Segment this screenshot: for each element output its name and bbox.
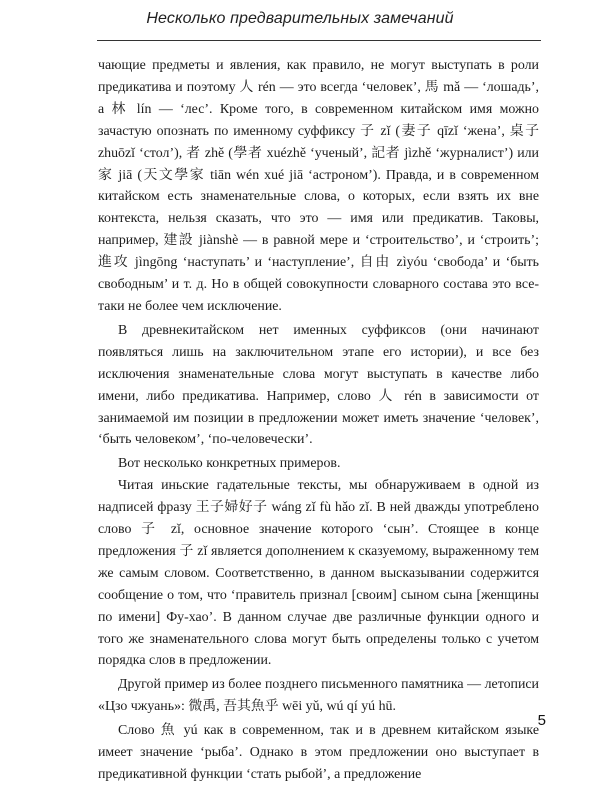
header-rule bbox=[97, 40, 541, 41]
paragraph-oracle-inscription: Читая иньские гадательные тексты, мы обнаруживаем в одной из надписей фразу 王子婦好子 wáng zǐ fù hǎo zǐ. В ней дважды употреблено слово 子 zǐ, основное значение которого ‘сын’. Стоящее в конце предложения 子 zǐ является дополнением к сказуемому, выраженному тем же самым словом. Соответственно, в данном высказывании содержится сообщение о том, что ‘правитель признал [своим] сыном сына [женщины по имени] Фу-хао’. В данном случае две различные функции одного и того же знаменательного слова могут быть определены только с учетом порядка слов в предложении. bbox=[98, 478, 539, 669]
paragraph-ancient-chinese: В древнекитайском нет именных суффиксов (они начинают появляться лишь на заключительном этапе его истории), и все без исключения знаменательные слова могут выступать в качестве либо имени, либо предикатива. Например, слово 人 rén в зависимости от занимаемой им позиции в предложении может иметь значение ‘человек’, ‘быть человеком’, ‘по-человечески’. bbox=[98, 322, 539, 448]
page-number: 5 bbox=[537, 712, 546, 729]
running-head: Несколько предварительных замечаний bbox=[146, 10, 454, 27]
paragraph-fish-example: Слово 魚 yú как в современном, так и в древнем китайском языке имеет значение ‘рыба’. Однако в этом предложении оно выступает в предикативной функции ‘стать рыбой’, а предложение bbox=[98, 723, 539, 782]
paragraph-continuation: чающие предметы и явления, как правило, не могут выступать в роли предикатива и поэтому 人 rén — это всегда ‘человек’, 馬 mǎ — ‘лошадь’, а 林 lín — ‘лес’. Кроме того, в современном китайском имя можно зачастую опознать по именному суффиксу 子 zǐ (妻子 qīzǐ ‘жена’, 桌子 zhuōzǐ ‘стол’), 者 zhě (學者 xuézhě ‘ученый’, 記者 jìzhě ‘журналист’) или 家 jiā (天文學家 tiān wén xué jiā ‘астроном’). Правда, и в современном китайском есть знаменательные слова, о которых, если взять их вне контекста, нельзя сказать, что это — имя или предикатив. Таковы, например, 建設 jiànshè — в равной мере и ‘строительство’, и ‘строить’; 進攻 jìngōng ‘наступать’ и ‘наступление’, 自由 zìyóu ‘свобода’ и ‘быть свободным’ и т. д. Но в общей совокупности словарного состава это все-таки не более чем исключение. bbox=[98, 58, 539, 314]
paragraph-zuo-zhuan: Другой пример из более позднего письменного памятника — летописи «Цзо чжуань»: 微禹, 吾其魚乎 wēi yǔ, wú qí yú hū. bbox=[98, 677, 539, 715]
page-body bbox=[98, 55, 539, 786]
paragraph-examples-intro: Вот несколько конкретных примеров. bbox=[118, 456, 341, 472]
